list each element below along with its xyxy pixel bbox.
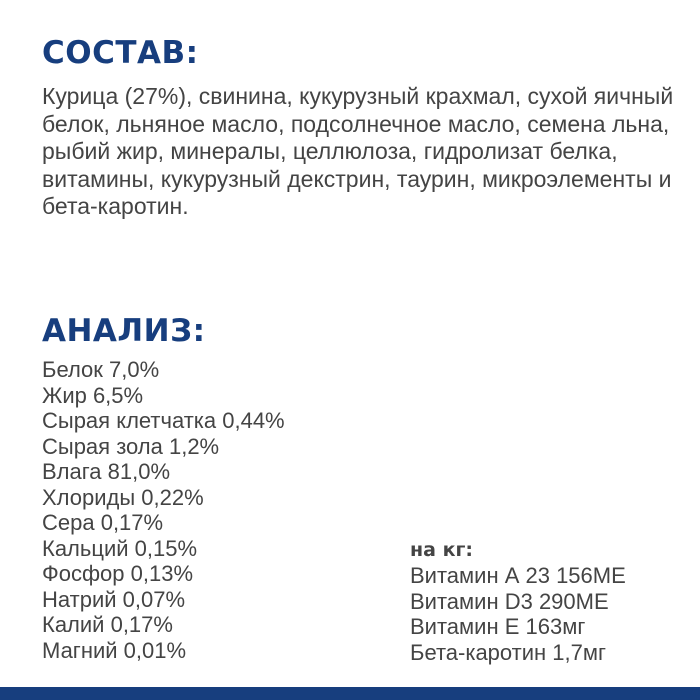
composition-text: Курица (27%), свинина, кукурузный крахмал, сухой яичный белок, льняное масло, подсолнечное масло, семена льна, рыбий жир, минералы, целлюлоза, гидролизат белка, витамины, кукурузный декстрин, таурин, микроэлементы и бета-каротин. [42, 83, 674, 219]
analysis-heading: АНАЛИЗ: [42, 313, 206, 349]
analysis-item-sodium: Натрий 0,07% [42, 586, 186, 612]
per-kg-item-vitamin-a: Витамин А 23 156МЕ [410, 563, 626, 588]
footer-bar [0, 687, 700, 700]
analysis-item-crude-fiber: Сырая клетчатка 0,44% [42, 408, 285, 433]
analysis-item-chlorides: Хлориды 0,22% [42, 484, 204, 510]
analysis-item-magnesium: Магний 0,01% [42, 637, 187, 663]
analysis-item-phosphorus: Фосфор 0,13% [42, 561, 194, 586]
analysis-item-calcium: Кальций 0,15% [42, 535, 198, 561]
per-kg-item-vitamin-d3: Витамин D3 290МЕ [410, 588, 609, 614]
analysis-item-fat: Жир 6,5% [42, 382, 144, 408]
per-kg-list [410, 563, 626, 665]
analysis-item-moisture: Влага 81,0% [42, 459, 171, 484]
per-kg-title: на кг: [410, 539, 473, 561]
per-kg-item-vitamin-e: Витамин Е 163мг [410, 614, 586, 639]
analysis-item-potassium: Калий 0,17% [42, 612, 173, 637]
per-kg-block [410, 537, 626, 665]
analysis-item-protein: Белок 7,0% [42, 357, 160, 382]
composition-heading: СОСТАВ: [42, 35, 199, 71]
per-kg-item-beta-carotene: Бета-каротин 1,7мг [410, 639, 607, 665]
analysis-list [42, 357, 285, 663]
analysis-item-sulfur: Сера 0,17% [42, 510, 164, 535]
analysis-item-crude-ash: Сырая зола 1,2% [42, 433, 220, 459]
